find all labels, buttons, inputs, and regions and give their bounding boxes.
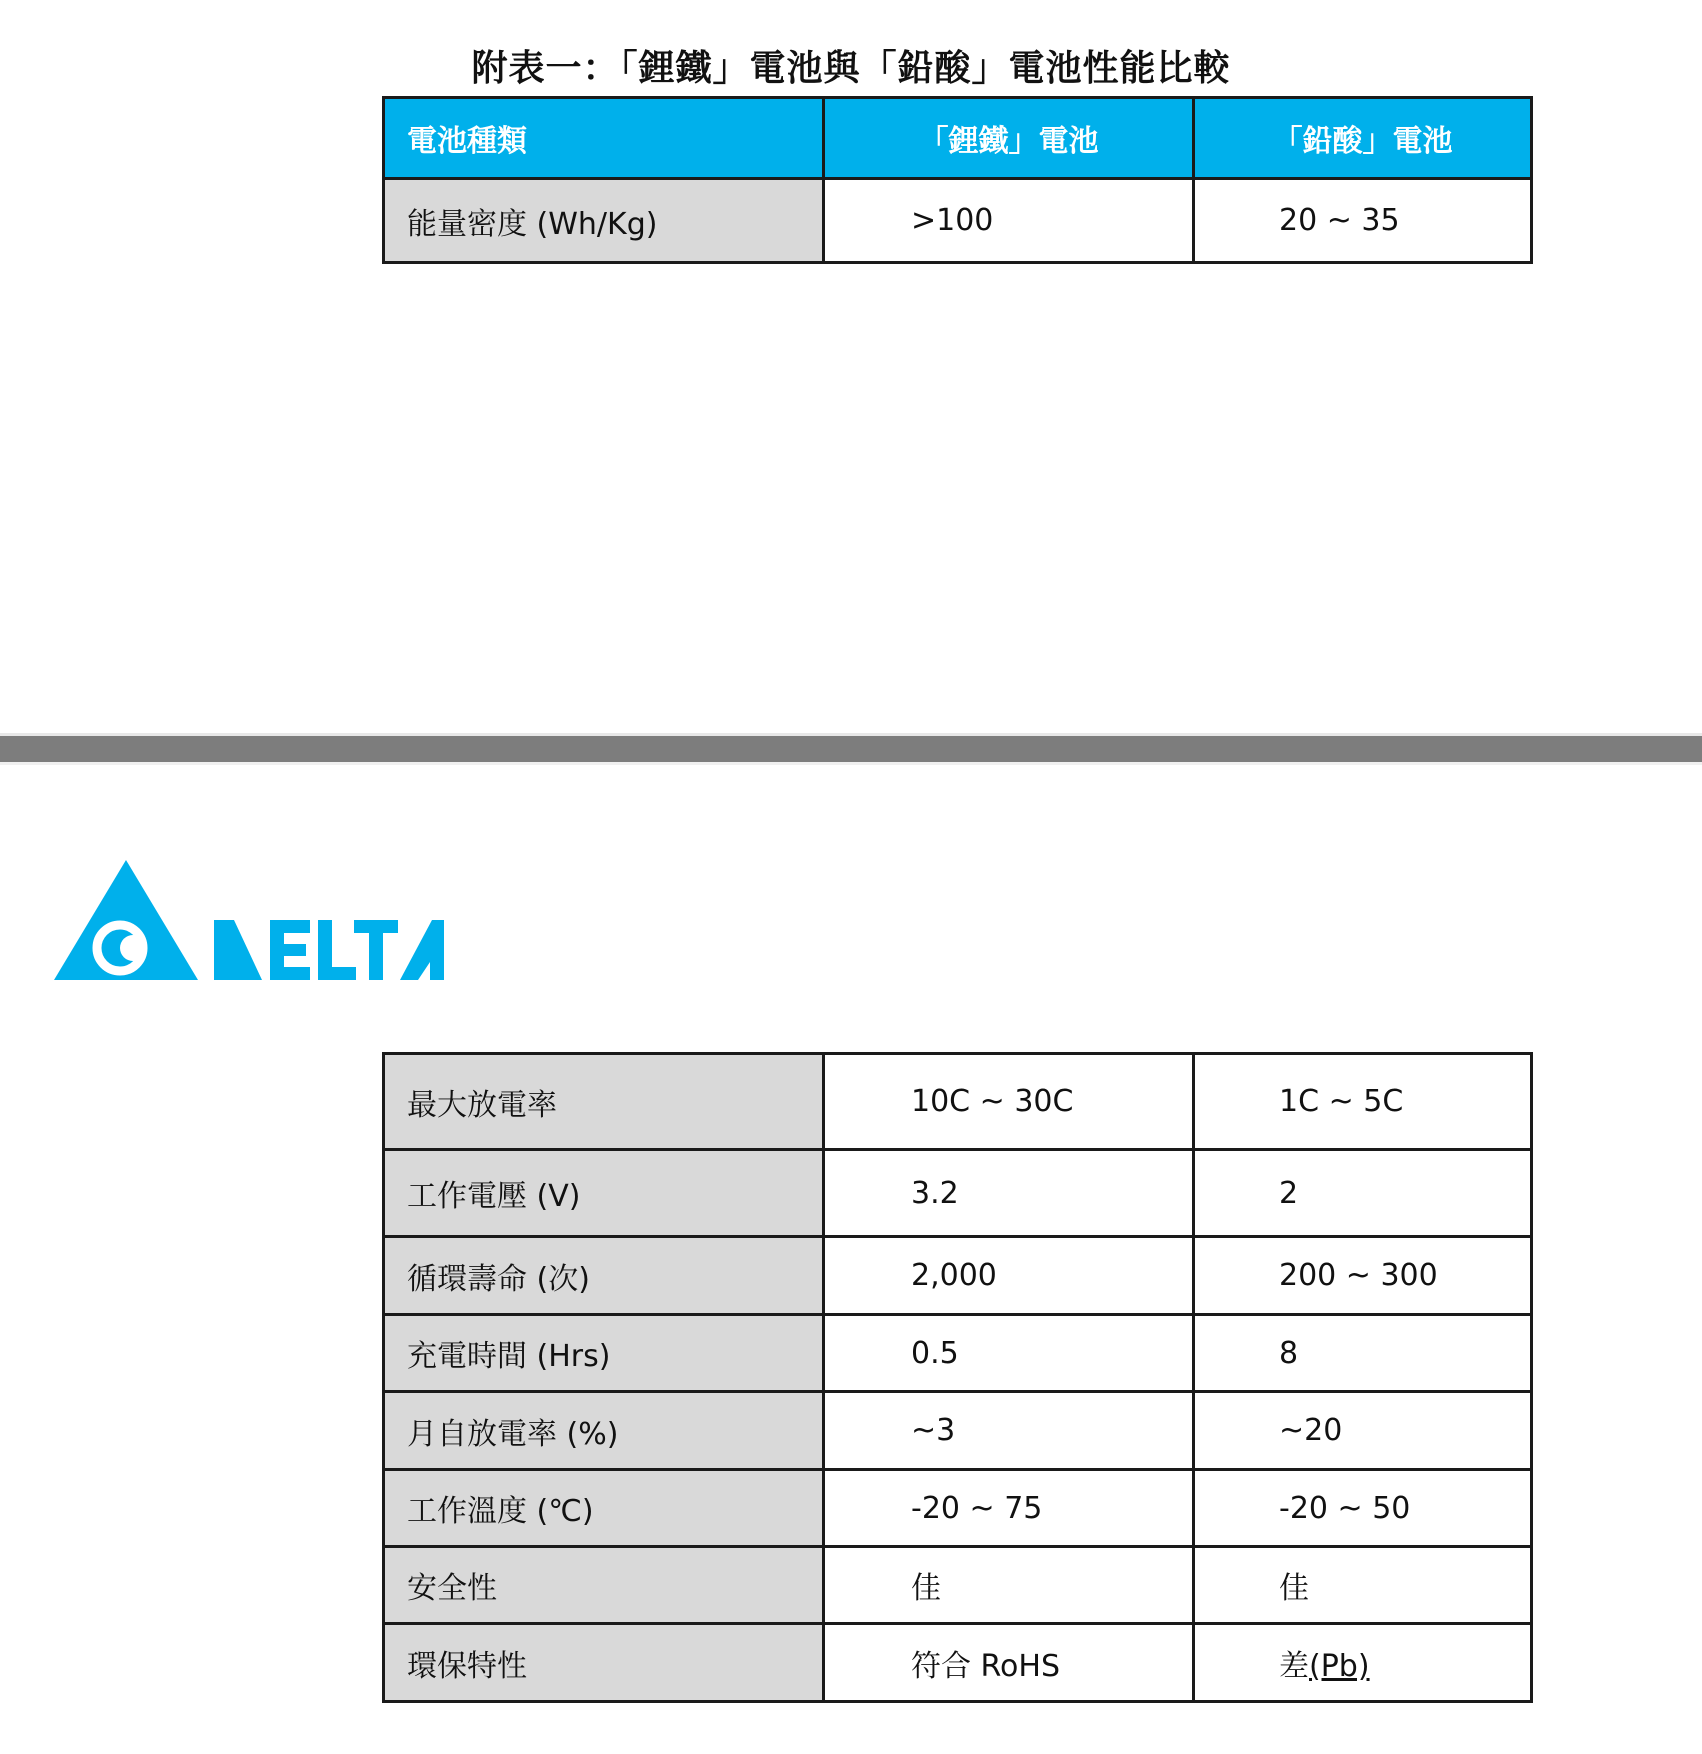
table-row [384,1624,1532,1702]
table-title: 附表一：「鋰鐵」電池與「鉛酸」電池性能比較 [471,48,1231,89]
row-label: 環保特性 [384,1624,824,1702]
table-row [384,1392,1532,1470]
row-label: 循環壽命 (次) [384,1237,824,1315]
lfp-value: 2,000 [824,1237,1194,1315]
table-row [384,1315,1532,1392]
table-header-row [384,98,1532,179]
lfp-value: 符合 RoHS [824,1624,1194,1702]
row-label: 能量密度 (Wh/Kg) [384,179,824,263]
lead-acid-value: 8 [1194,1315,1532,1392]
lead-acid-value: 20 ~ 35 [1194,179,1532,263]
lead-acid-value: -20 ~ 50 [1194,1470,1532,1547]
row-label: 充電時間 (Hrs) [384,1315,824,1392]
lfp-value: 0.5 [824,1315,1194,1392]
lead-acid-value: 1C ~ 5C [1194,1054,1532,1150]
row-label: 安全性 [384,1547,824,1624]
header-lead-acid-battery: 「鉛酸」電池 [1194,98,1532,179]
lead-acid-value-prefix: 差 [1279,1648,1309,1684]
delta-logo-icon [54,858,446,984]
comparison-table-top [382,96,1533,264]
row-label: 工作電壓 (V) [384,1150,824,1237]
lead-acid-value: 2 [1194,1150,1532,1237]
row-label: 工作溫度 (℃) [384,1470,824,1547]
lfp-value: 佳 [824,1547,1194,1624]
lfp-value: 3.2 [824,1150,1194,1237]
row-label: 最大放電率 [384,1054,824,1150]
table-row [384,1054,1532,1150]
lfp-value: -20 ~ 75 [824,1470,1194,1547]
lead-acid-value: ~20 [1194,1392,1532,1470]
lead-acid-value [1194,1624,1532,1702]
table-row [384,1470,1532,1547]
page-break-divider [0,733,1702,765]
header-battery-type: 電池種類 [384,98,824,179]
lead-acid-value-underlined: (Pb) [1309,1648,1370,1684]
lfp-value: >100 [824,179,1194,263]
table-row [384,179,1532,263]
lfp-value: ~3 [824,1392,1194,1470]
lfp-value: 10C ~ 30C [824,1054,1194,1150]
table-row [384,1237,1532,1315]
comparison-table-bottom [382,1052,1533,1703]
table-row [384,1150,1532,1237]
lead-acid-value: 200 ~ 300 [1194,1237,1532,1315]
row-label: 月自放電率 (%) [384,1392,824,1470]
header-lfp-battery: 「鋰鐵」電池 [824,98,1194,179]
delta-logo [54,858,446,984]
table-row [384,1547,1532,1624]
lead-acid-value: 佳 [1194,1547,1532,1624]
